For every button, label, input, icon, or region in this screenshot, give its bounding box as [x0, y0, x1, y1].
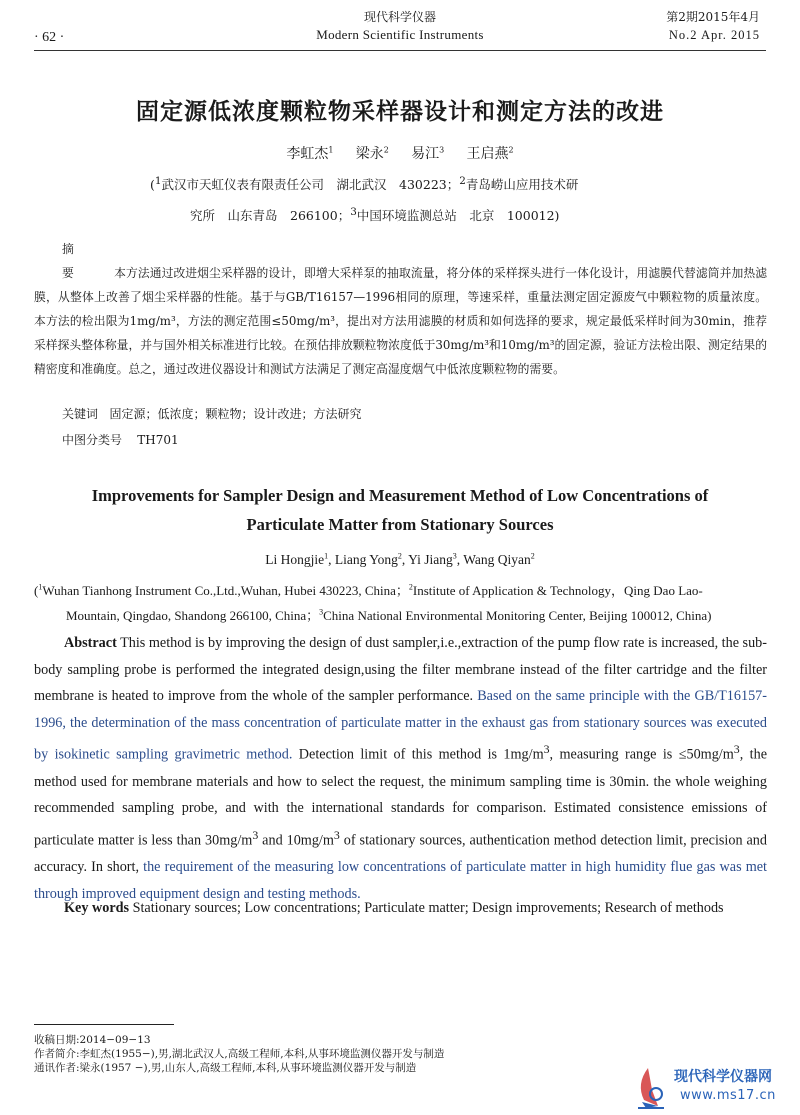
classification-cn	[62, 431, 179, 448]
author-intro: 作者简介:李虹杰(1955−),男,湖北武汉人,高级工程师,本科,从事环境监测仪器开发与制造	[34, 1048, 445, 1060]
authors-cn	[0, 143, 800, 163]
keywords-en	[64, 900, 724, 917]
issue-cn: 第2期2015年4月	[666, 10, 760, 24]
author-en: Liang Yong	[334, 552, 398, 567]
author-sup: 3	[452, 551, 457, 561]
keywords-cn-text: 固定源；低浓度；颗粒物；设计改进；方法研究	[109, 407, 362, 421]
header-rule	[34, 50, 766, 51]
title-en	[34, 481, 766, 539]
journal-name-cn: 现代科学仪器	[363, 10, 436, 24]
abstract-cn-text: 本方法通过改进烟尘采样器的设计，即增大采样泵的抽取流量，将分体的采样探头进行一体化设计，用滤膜代替滤筒并加热滤膜，从整体上改善了烟尘采样器的性能。基于与GB/T16157—1996相同的原理，等速采样，重量法测定固定源废气中颗粒物的质量浓度。本方法的检出限为1mg/m³，方法的测定范围≤50mg/m³，提出对方法用滤膜的材质和如何选择的要求，规定最低采样时间为30min，推荐采样探头整体称量，并与国外相关标准进行比较。在预估排放颗粒物浓度低于30mg/m³和10mg/m³的固定源，验证方法检出限、测定结果的精密度和准确度。总之，通过改进仪器设计和测试方法满足了测定高湿度烟气中低浓度颗粒物的需要。	[34, 266, 767, 376]
abstract-en: Abstract This method is by improving the design of dust sampler,i.e.,extraction of the pump flow rate is increased, the sub-body sampling probe is performed the integrated design,using the filter membrane instead of the filter cartridge and the filter membrane is heated to improve from the whole of the sampler performance. Based on the same principle with the GB/T16157-1996, the determination of the mass concentration of particulate matter in the exhaust gas from stationary sources was executed by isokinetic sampling gravimetric method. Detection limit of this method is $1mg/m^3$, measuring range is $\le 50mg/m^3$, the method used for membrane materials and how to select the request, the minimum sampling time is 30min. the whole weighing recommended sampling probe, and with the international standards for comparison. Estimated consistence emissions of particulate matter is less than $30mg/m^3$ and $10mg/m^3$ of stationary sources, authentication method detection limit, precision and accuracy. In short, the requirement of the measuring low concentrations of particulate matter in high humidity flue gas was met through improved equipment design and testing methods.	[34, 635, 767, 902]
keywords-en-label: Key words	[64, 900, 130, 916]
author-sup: 2	[383, 145, 389, 155]
affiliation-cn-line2: 究所 山东青岛 266100；$^3$中国环境监测总站 北京 100012)	[190, 206, 560, 224]
highlighted-text: the requirement of the measuring low concentrations of particulate matter in high humidity flue gas was met through improved equipment design and testing methods.	[34, 859, 767, 902]
author-sup: 1	[324, 551, 329, 561]
footnote-rule	[34, 1024, 174, 1025]
author-sup: 2	[530, 551, 535, 561]
title-en-line2: Particulate Matter from Stationary Sources	[246, 515, 554, 534]
affiliation-en: ($^1$Wuhan Tianhong Instrument Co.,Ltd.,Wuhan, Hubei 430223, China；$^2$Institute of Application & Technology，Qing Dao Lao- Mountain, Qingdao, Shandong 266100, China；$^3$China National Environmental Monitoring Center, Beijing 100012, China)	[34, 582, 712, 623]
author-en: Yi Jiang	[408, 552, 453, 567]
issue-en: No.2 Apr. 2015	[668, 28, 760, 42]
keywords-cn-label: 关键词	[62, 407, 99, 421]
watermark-url: www.ms17.cn	[680, 1088, 776, 1103]
author-sup: 2	[397, 551, 402, 561]
authors-en: Li Hongjie$^1$, Liang Yong$^2$, Yi Jiang$^3$, Wang Qiyan$^2$	[265, 551, 535, 567]
author-sup: 3	[439, 145, 445, 155]
author-en: Wang Qiyan	[463, 552, 531, 567]
keywords-en-text: Stationary sources; Low concentrations; Particulate matter; Design improvements; Research of methods	[132, 900, 724, 916]
author-sup: 1	[328, 145, 334, 155]
journal-name-en: Modern Scientific Instruments	[316, 27, 484, 42]
author-cn: 梁永	[355, 146, 384, 162]
affiliation-cn-line1: ($^1$武汉市天虹仪表有限责任公司 湖北武汉 430223；$^2$青岛崂山应用技术研	[150, 175, 579, 193]
abstract-en-label: Abstract	[64, 635, 117, 651]
author-cn: 李虹杰	[286, 146, 329, 162]
author-sup: 2	[508, 145, 514, 155]
title-cn: 固定源低浓度颗粒物采样器设计和测定方法的改进	[136, 98, 664, 125]
keywords-cn	[62, 405, 361, 422]
issue-info	[666, 8, 760, 44]
received-date: 收稿日期:2014−09−13	[34, 1034, 151, 1046]
page-number: · 62 ·	[34, 30, 65, 45]
title-en-line1: Improvements for Sampler Design and Measurement Method of Low Concentrations of	[91, 486, 709, 505]
abstract-cn-label: 摘 要	[62, 242, 98, 280]
watermark-name: 现代科学仪器网	[674, 1069, 772, 1085]
journal-name	[270, 8, 530, 44]
author-cn: 王启燕	[466, 146, 509, 162]
footnote	[34, 1033, 444, 1075]
author-en: Li Hongjie	[265, 552, 325, 567]
classification-cn-label: 中图分类号	[62, 433, 123, 447]
classification-cn-code: TH701	[137, 433, 179, 447]
highlighted-text: Based on the same principle with the GB/T16157-1996, the determination of the mass concentration of particulate matter in the exhaust gas from stationary sources was executed by isokinetic sampling gravimetric method.	[34, 688, 767, 764]
author-cn: 易江	[411, 146, 440, 162]
abstract-cn	[34, 237, 767, 381]
corresponding-author: 通讯作者:梁永(1957 −),男,山东人,高级工程师,本科,从事环境监测仪器开发与制造	[34, 1062, 417, 1074]
